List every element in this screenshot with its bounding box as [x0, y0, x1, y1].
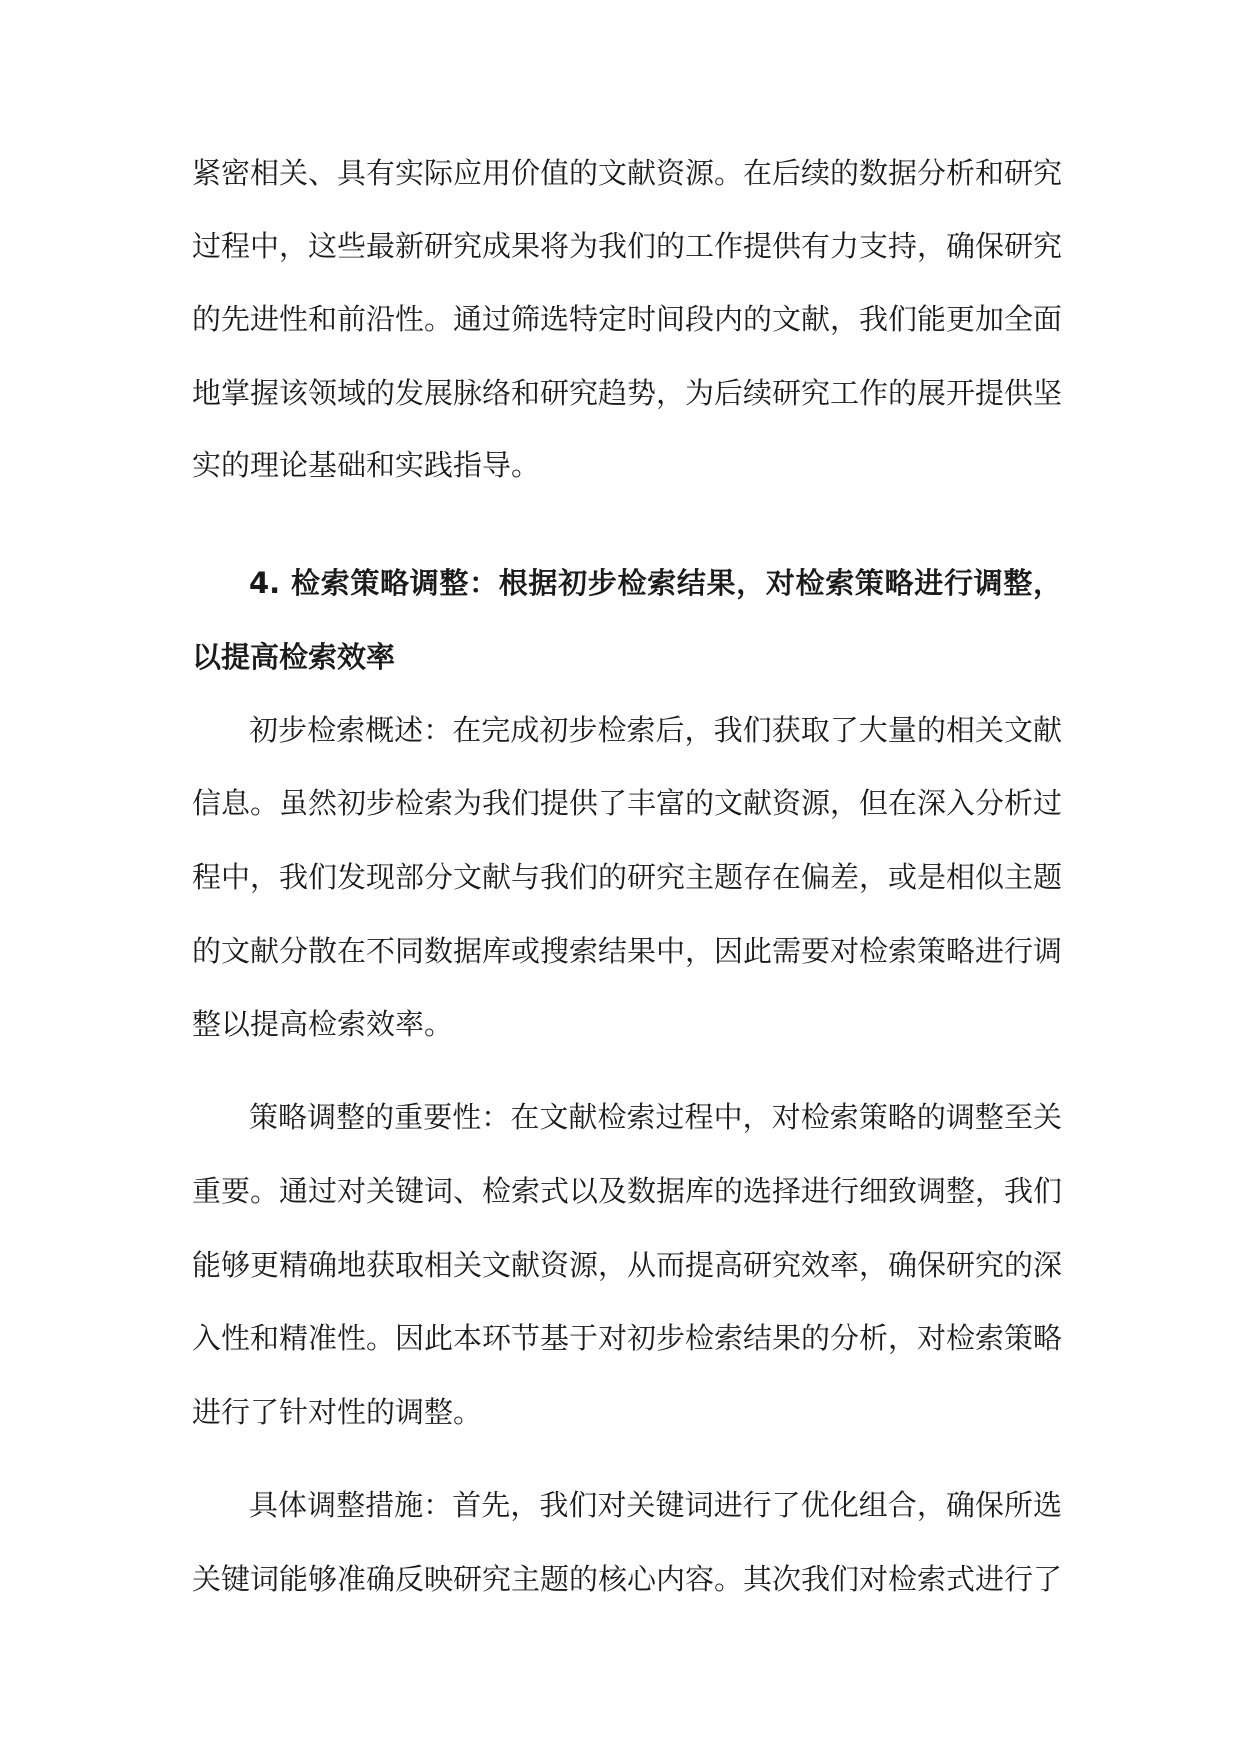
section-heading: 4. 检索策略调整：根据初步检索结果，对检索策略进行调整， [249, 566, 1062, 600]
section-heading: 以提高检索效率 [192, 640, 396, 674]
paragraph-line: 程中，我们发现部分文献与我们的研究主题存在偏差，或是相似主题 [192, 860, 1063, 894]
paragraph-line: 的先进性和前沿性。通过筛选特定时间段内的文献，我们能更加全面 [192, 302, 1063, 336]
paragraph-line: 关键词能够准确反映研究主题的核心内容。其次我们对检索式进行了 [192, 1562, 1063, 1596]
paragraph-line: 初步检索概述：在完成初步检索后，我们获取了大量的相关文献 [249, 713, 1062, 747]
paragraph-line: 能够更精确地获取相关文献资源，从而提高研究效率，确保研究的深 [192, 1248, 1063, 1282]
paragraph-line: 入性和精准性。因此本环节基于对初步检索结果的分析，对检索策略 [192, 1321, 1063, 1355]
paragraph-line: 的文献分散在不同数据库或搜索结果中，因此需要对检索策略进行调 [192, 934, 1063, 968]
paragraph-line: 地掌握该领域的发展脉络和研究趋势，为后续研究工作的展开提供坚 [192, 376, 1063, 410]
paragraph-line: 信息。虽然初步检索为我们提供了丰富的文献资源，但在深入分析过 [192, 786, 1063, 820]
paragraph-line: 过程中，这些最新研究成果将为我们的工作提供有力支持，确保研究 [192, 229, 1063, 263]
paragraph-line: 具体调整措施：首先，我们对关键词进行了优化组合，确保所选 [249, 1488, 1062, 1522]
paragraph-line: 实的理论基础和实践指导。 [192, 448, 541, 482]
paragraph-line: 整以提高检索效率。 [192, 1007, 454, 1041]
paragraph-line: 紧密相关、具有实际应用价值的文献资源。在后续的数据分析和研究 [192, 156, 1063, 190]
paragraph-line: 重要。通过对关键词、检索式以及数据库的选择进行细致调整，我们 [192, 1174, 1063, 1208]
paragraph-line: 进行了针对性的调整。 [192, 1395, 483, 1429]
paragraph-line: 策略调整的重要性：在文献检索过程中，对检索策略的调整至关 [249, 1100, 1062, 1134]
